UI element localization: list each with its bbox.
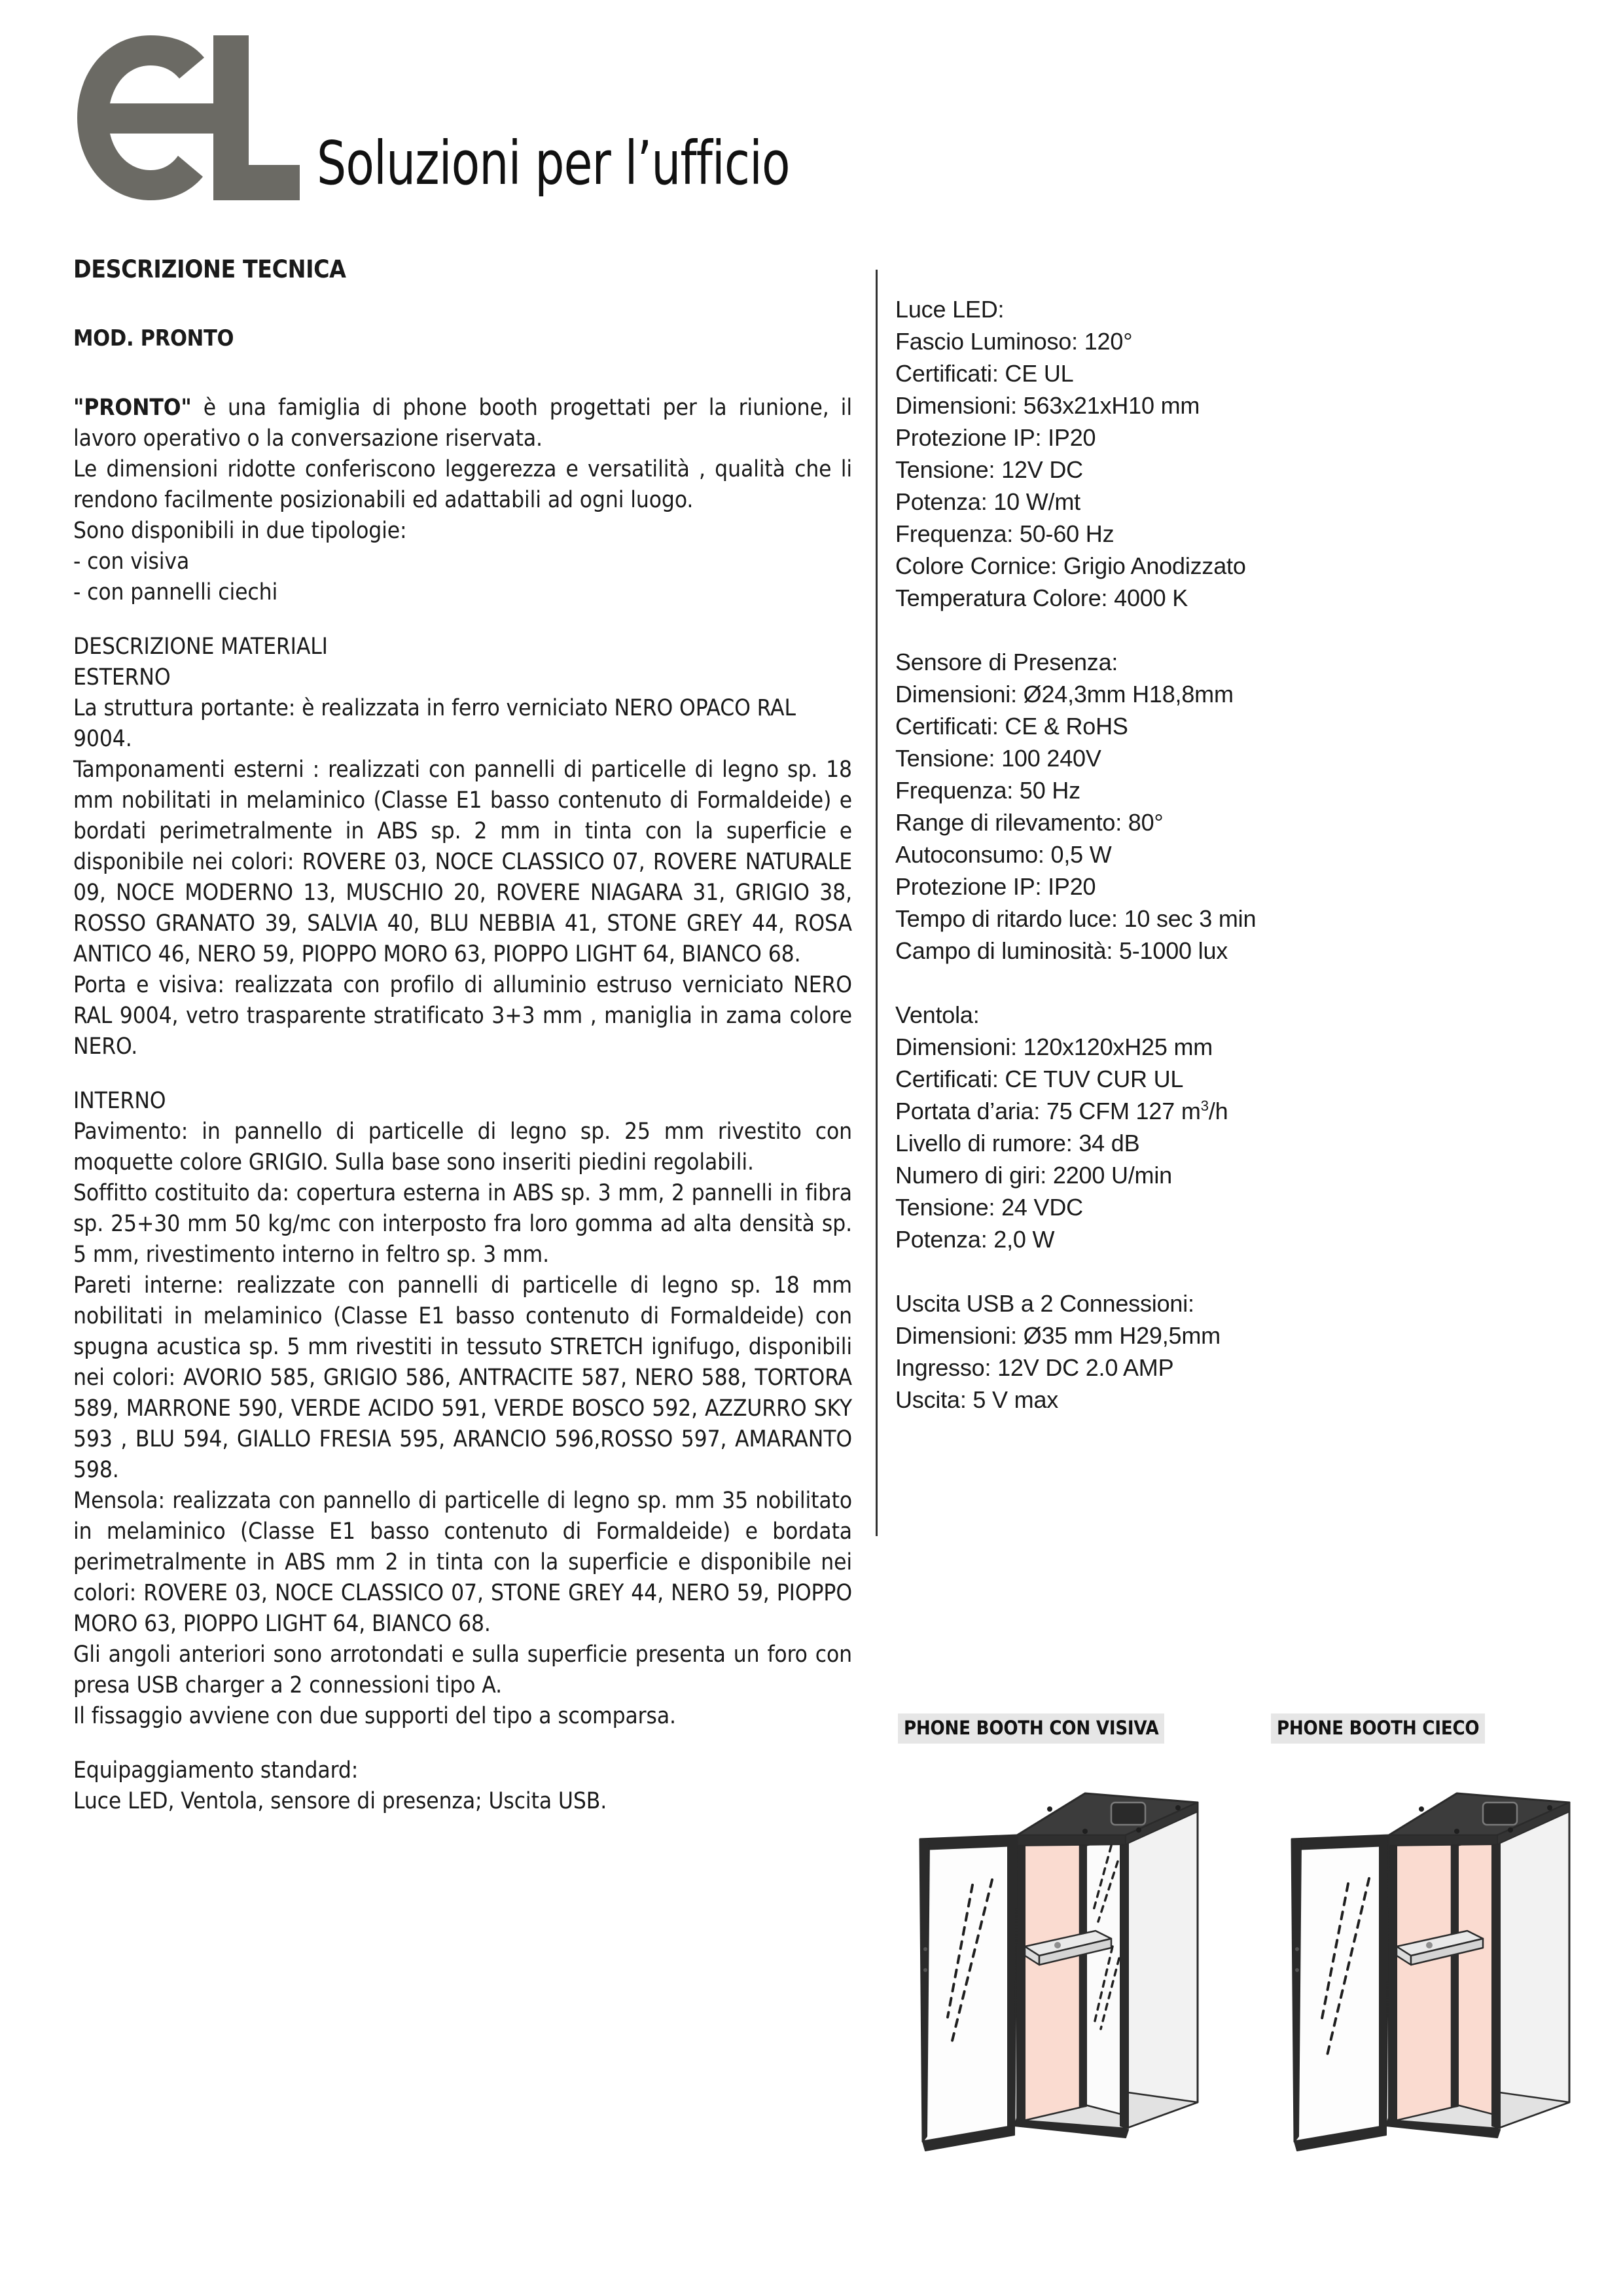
interno-mounting: Il fissaggio avviene con due supporti del tipo a scomparsa. <box>73 1703 676 1730</box>
model-heading: MOD. PRONTO <box>73 325 234 351</box>
fan-spec: Tensione: 24 VDC <box>895 1194 1083 1221</box>
typology-bullet-ciechi: - con pannelli ciechi <box>73 579 278 606</box>
fan-spec: Livello di rumore: 34 dB <box>895 1130 1140 1157</box>
intro-text: è una famiglia di phone booth progettati per la riunione, il lavoro operativo o la conversazione riservata. <box>73 395 852 452</box>
components-specs-column <box>895 293 1569 1416</box>
led-spec: Protezione IP: IP20 <box>895 424 1096 451</box>
esterno-door: Porta e visiva: realizzata con profilo di alluminio estruso verniciato NERO RAL 9004, vetro trasparente stratificato 3+3 mm , maniglia in zama colore NERO. <box>73 972 852 1060</box>
booth-illustration-con-visiva <box>895 1762 1209 2220</box>
fan-heading: Ventola: <box>895 1001 980 1028</box>
led-spec: Frequenza: 50-60 Hz <box>895 520 1115 547</box>
usb-heading: Uscita USB a 2 Connessioni: <box>895 1290 1194 1317</box>
sensor-spec: Range di rilevamento: 80° <box>895 809 1164 836</box>
led-spec: Fascio Luminoso: 120° <box>895 328 1133 355</box>
led-heading: Luce LED: <box>895 296 1005 323</box>
fan-airflow-unit: /h <box>1208 1098 1228 1124</box>
led-spec: Temperatura Colore: 4000 K <box>895 584 1188 611</box>
product-illustrations <box>895 1713 1582 2257</box>
document-header <box>73 31 990 228</box>
fan-airflow-spec <box>895 1095 1569 1127</box>
booth-illustration-cieco <box>1267 1762 1581 2220</box>
led-spec: Colore Cornice: Grigio Anodizzato <box>895 552 1246 579</box>
intro-paragraph <box>73 393 852 454</box>
page-title: DESCRIZIONE TECNICA <box>73 255 346 283</box>
technical-description-column <box>73 257 852 1817</box>
intro-paragraph-2: Le dimensioni ridotte conferiscono leggerezza e versatilità , qualità che li rendono facilmente posizionabili ed adattabili ad ogni luogo. <box>73 456 852 514</box>
interno-heading: INTERNO <box>73 1088 166 1115</box>
usb-spec: Ingresso: 12V DC 2.0 AMP <box>895 1354 1174 1381</box>
fan-spec: Dimensioni: 120x120xH25 mm <box>895 1033 1213 1060</box>
el-monogram-logo <box>73 31 309 208</box>
interno-walls: Pareti interne: realizzate con pannelli di particelle di legno sp. 18 mm nobilitati in melaminico (Classe E1 basso contenuto di Formaldeide) con spugna acustica sp. 5 mm rivestiti in tessuto STRETCH ignifugo, disponibili nei colori: AVORIO 585, GRIGIO 586, ANTRACITE 587, NERO 588, TORTORA 589, MARRONE 590, VERDE ACIDO 591, VERDE BOSCO 592, AZZURRO SKY 593 , BLU 594, GIALLO FRESIA 595, ARANCIO 596,ROSSO 597, AMARANTO 598. <box>73 1272 852 1484</box>
interno-ceiling: Soffitto costituito da: copertura esterna in ABS sp. 3 mm, 2 pannelli in fibra sp. 25+30 mm 50 kg/mc con interposto fra loro gomma ad alta densità sp. 5 mm, rivestimento interno in feltro sp. 3 mm. <box>73 1180 852 1268</box>
standard-equipment-list: Luce LED, Ventola, sensore di presenza; Uscita USB. <box>73 1788 607 1815</box>
intro-model-name: "PRONTO" <box>73 395 192 422</box>
interno-shelf: Mensola: realizzata con pannello di particelle di legno sp. mm 35 nobilitato in melaminico (Classe E1 basso contenuto di Formaldeide) e bordata perimetralmente in ABS mm 2 in tinta con la superficie e disponibile nei colori: ROVERE 03, NOCE CLASSICO 07, STONE GREY 44, NERO 59, PIOPPO MORO 63, PIOPPO LIGHT 64, BIANCO 68. <box>73 1488 852 1638</box>
sensor-spec: Tempo di ritardo luce: 10 sec 3 min <box>895 905 1257 932</box>
fan-spec: Numero di giri: 2200 U/min <box>895 1162 1172 1189</box>
usb-spec: Dimensioni: Ø35 mm H29,5mm <box>895 1322 1221 1349</box>
sensor-spec: Dimensioni: Ø24,3mm H18,8mm <box>895 681 1234 708</box>
brand-tagline: Soluzioni per l’ufficio <box>317 128 790 198</box>
caption-phone-booth-cieco: PHONE BOOTH CIECO <box>1271 1713 1485 1744</box>
esterno-panels: Tamponamenti esterni : realizzati con pannelli di particelle di legno sp. 18 mm nobilitati in melaminico (Classe E1 basso contenuto di Formaldeide) e bordati perimetralmente in ABS sp. 2 mm in tinta con la superficie e disponibile nei colori: ROVERE 03, NOCE CLASSICO 07, ROVERE NATURALE 09, NOCE MODERNO 13, MUSCHIO 20, ROVERE NIAGARA 31, GRIGIO 38, ROSSO GRANATO 39, SALVIA 40, BLU NEBBIA 41, STONE GREY 44, ROSA ANTICO 46, NERO 59, PIOPPO MORO 63, PIOPPO LIGHT 64, BIANCO 68. <box>73 757 852 968</box>
usb-spec: Uscita: 5 V max <box>895 1386 1059 1413</box>
interno-corners-usb: Gli angoli anteriori sono arrotondati e sulla superficie presenta un foro con presa USB charger a 2 connessioni tipo A. <box>73 1641 852 1699</box>
materials-heading: DESCRIZIONE MATERIALI <box>73 634 328 660</box>
sensor-heading: Sensore di Presenza: <box>895 649 1118 675</box>
typologies-lead: Sono disponibili in due tipologie: <box>73 518 407 545</box>
fan-airflow-label: Portata d’aria: 75 CFM 127 m <box>895 1098 1201 1124</box>
sensor-spec: Campo di luminosità: 5-1000 lux <box>895 937 1228 964</box>
led-spec: Potenza: 10 W/mt <box>895 488 1080 515</box>
led-spec: Dimensioni: 563x21xH10 mm <box>895 392 1200 419</box>
sensor-spec: Tensione: 100 240V <box>895 745 1101 772</box>
esterno-structure: La struttura portante: è realizzata in ferro verniciato NERO OPACO RAL 9004. <box>73 695 796 753</box>
sensor-spec: Frequenza: 50 Hz <box>895 777 1080 804</box>
fan-airflow-exponent: 3 <box>1200 1098 1209 1114</box>
standard-equipment-heading: Equipaggiamento standard: <box>73 1757 359 1784</box>
caption-phone-booth-con-visiva: PHONE BOOTH CON VISIVA <box>898 1713 1164 1744</box>
typology-bullet-visiva: - con visiva <box>73 548 190 575</box>
interno-floor: Pavimento: in pannello di particelle di legno sp. 25 mm rivestito con moquette colore GRIGIO. Sulla base sono inseriti piedini regolabili. <box>73 1119 852 1176</box>
column-divider <box>876 270 878 1536</box>
sensor-spec: Autoconsumo: 0,5 W <box>895 841 1112 868</box>
esterno-heading: ESTERNO <box>73 664 171 691</box>
sensor-spec: Certificati: CE & RoHS <box>895 713 1128 740</box>
fan-spec: Certificati: CE TUV CUR UL <box>895 1066 1184 1092</box>
led-spec: Tensione: 12V DC <box>895 456 1083 483</box>
led-spec: Certificati: CE UL <box>895 360 1074 387</box>
sensor-spec: Protezione IP: IP20 <box>895 873 1096 900</box>
fan-spec: Potenza: 2,0 W <box>895 1226 1055 1253</box>
